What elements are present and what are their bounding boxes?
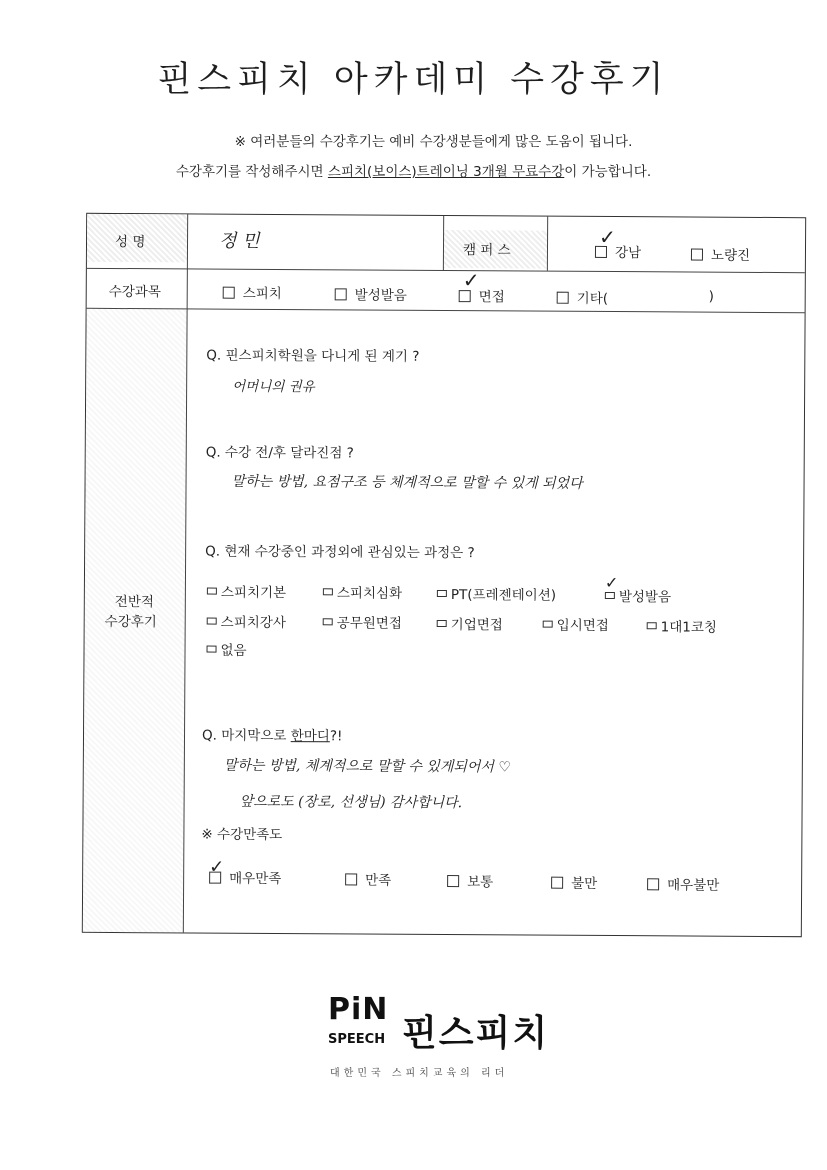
interest-checkbox[interactable] [605, 592, 615, 599]
satisfaction-option-label: 보통 [467, 874, 494, 891]
review-label-2: 수강후기 [104, 613, 157, 631]
interest-option[interactable] [543, 614, 609, 634]
interest-checkbox[interactable] [647, 622, 657, 629]
campus-label: 캠 퍼 스 [462, 242, 511, 259]
row-divider [87, 308, 805, 313]
interest-option-label: 스피치심화 [336, 585, 403, 602]
satisfaction-option[interactable] [447, 870, 493, 890]
row-divider [87, 268, 805, 273]
logo-pin: PiN [328, 992, 389, 1027]
interest-option-label: 스피치기본 [220, 584, 287, 602]
interest-option-label: 없음 [220, 642, 247, 659]
course-label: 수강과목 [108, 283, 161, 301]
satisfaction-label: ※ 수강만족도 [201, 826, 283, 844]
question-4 [202, 724, 343, 745]
satisfaction-checkbox[interactable] [551, 877, 563, 889]
interest-option[interactable] [207, 611, 286, 631]
campus-option-noryangjin[interactable] [691, 244, 750, 264]
interest-checkbox[interactable] [437, 620, 447, 627]
checkmark-icon: ✓ [209, 856, 225, 878]
answer-4-line-2: 앞으로도 (장로, 선생님) 감사합니다. [239, 793, 463, 812]
notice-line-2-post: 이 가능합니다. [564, 164, 652, 180]
satisfaction-checkbox[interactable] [345, 873, 357, 885]
interest-checkbox[interactable] [207, 588, 217, 595]
review-form [82, 213, 806, 937]
satisfaction-checkbox[interactable] [447, 875, 459, 887]
question-2: Q. 수강 전/후 달라진점 ? [205, 444, 354, 462]
checkmark-icon: ✓ [462, 268, 480, 293]
satisfaction-option-label: 불만 [571, 875, 598, 892]
interest-option-label: 스피치강사 [220, 614, 286, 632]
campus-option-label: 노량진 [710, 247, 751, 264]
question-4-underlined: 한마디 [290, 728, 330, 745]
interest-checkbox[interactable] [207, 618, 217, 625]
question-4-post: ?! [329, 728, 343, 745]
satisfaction-option-label: 매우불만 [667, 877, 720, 894]
interest-option[interactable] [323, 581, 402, 601]
course-option-label: 스피치 [242, 285, 282, 303]
interest-option[interactable] [323, 611, 402, 631]
column-divider [547, 217, 548, 271]
answer-1: 어머니의 권유 [232, 378, 315, 396]
question-3: Q. 현재 수강중인 과정외에 관심있는 과정은 ? [205, 543, 475, 562]
satisfaction-option[interactable] [551, 872, 597, 892]
interest-checkbox[interactable] [437, 590, 447, 597]
name-label: 성 명 [114, 233, 146, 251]
interest-option-label: PT(프레젠테이션) [450, 587, 557, 604]
notice-line-1: ※ 여러분들의 수강후기는 예비 수강생분들에게 많은 도움이 됩니다. [234, 134, 633, 150]
satisfaction-checkbox[interactable] [647, 878, 659, 890]
name-value: 정 민 [218, 230, 260, 252]
interest-option[interactable] [206, 639, 246, 659]
logo-korean: 핀스피치 [402, 1013, 550, 1054]
interest-option-label: 발성발음 [618, 589, 672, 606]
course-checkbox[interactable] [557, 292, 569, 304]
interest-checkbox[interactable] [323, 588, 333, 595]
campus-option-label: 강남 [614, 245, 642, 262]
notice-line-2-pre: 수강후기를 작성해주시면 [175, 164, 328, 180]
course-option-label: 발성발음 [354, 287, 407, 304]
satisfaction-option[interactable] [647, 873, 719, 893]
interest-checkbox[interactable] [323, 618, 333, 625]
question-4-pre: Q. 마지막으로 [201, 727, 291, 745]
page-title: 핀스피치 아카데미 수강후기 [157, 60, 670, 100]
interest-option[interactable] [437, 583, 556, 604]
notice-free-course: 스피치(보이스)트레이닝 3개월 무료수강 [327, 164, 565, 180]
answer-4-line-1: 말하는 방법, 체계적으로 말할 수 있게되어서 ♡ [223, 757, 512, 776]
course-checkbox[interactable] [335, 288, 347, 300]
course-option-other[interactable] [557, 287, 608, 307]
interest-option-label: 입시면접 [556, 617, 609, 635]
review-label-1: 전반적 [114, 593, 155, 611]
course-other-close: ) [708, 288, 715, 305]
checkmark-icon: ✓ [598, 224, 616, 250]
interest-option-label: 기업면접 [450, 617, 503, 634]
checkmark-icon: ✓ [604, 572, 619, 593]
interest-checkbox[interactable] [207, 646, 217, 653]
interest-checkbox[interactable] [543, 621, 553, 628]
course-option-speech[interactable] [223, 282, 282, 302]
interest-option[interactable] [647, 615, 717, 635]
satisfaction-option-label: 매우만족 [229, 870, 282, 888]
notice-line-2 [0, 160, 827, 180]
satisfaction-option-label: 만족 [365, 872, 392, 889]
interest-option[interactable] [437, 613, 503, 633]
campus-checkbox-noryangjin[interactable] [691, 249, 703, 261]
course-option-pronunciation[interactable] [335, 283, 407, 303]
question-1: Q. 핀스피치학원을 다니게 된 계기 ? [206, 347, 420, 365]
logo-tagline: 대한민국 스피치교육의 리더 [330, 1068, 509, 1079]
interest-option-label: 1대1코칭 [660, 619, 718, 636]
course-option-label: 면접 [478, 289, 505, 306]
satisfaction-option[interactable] [345, 868, 391, 888]
logo-speech: SPEECH [328, 1032, 386, 1047]
course-checkbox[interactable] [223, 287, 235, 299]
answer-2: 말하는 방법, 요점구조 등 체계적으로 말할 수 있게 되었다 [231, 473, 583, 492]
interest-option[interactable] [207, 581, 286, 601]
interest-option-label: 공무원면접 [336, 615, 402, 632]
course-option-label: 기타( [576, 290, 609, 307]
